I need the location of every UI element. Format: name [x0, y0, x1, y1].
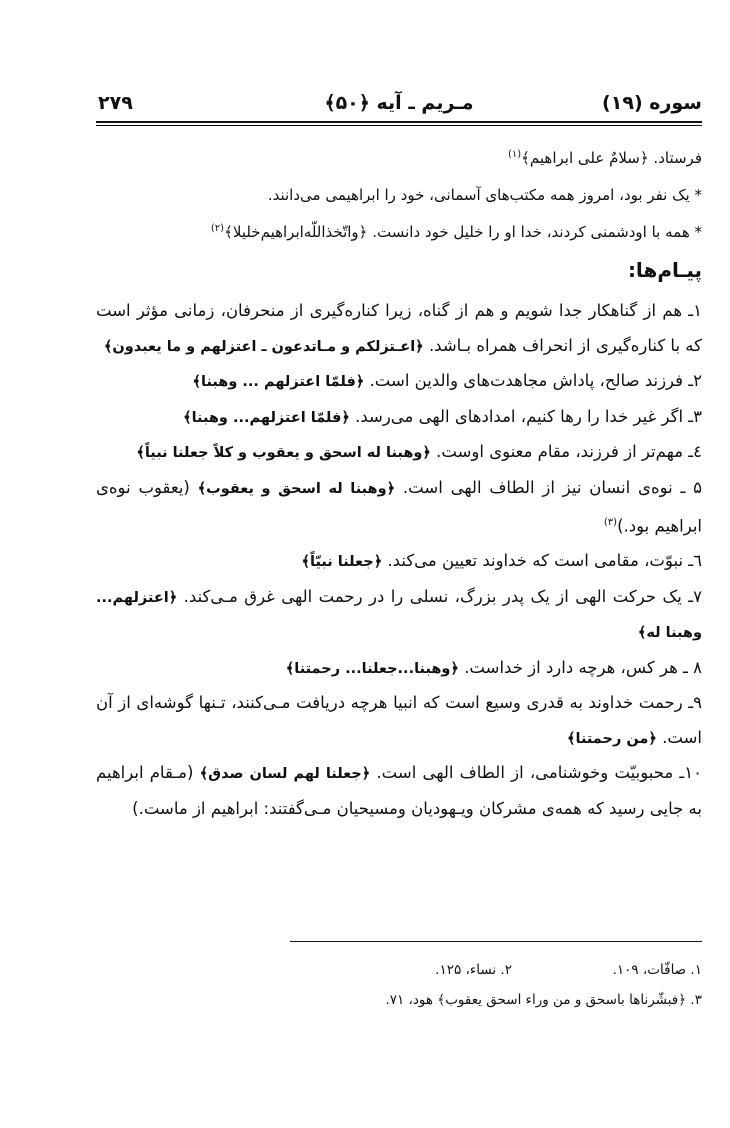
message-item: ۱ـ هم از گناهکار جدا شویم و هم از گناه، زیرا کناره‌گیری از منحرفان، زمانی مؤثر است که با کناره‌گیری از انحراف همراه بـاشد. ﴿اعـتزلکم و مـاتدعون ـ اعتزلهم و ما یعبدون﴾ [96, 301, 702, 355]
header-title: مـریم ـ آیه ﴿۵۰﴾ [324, 92, 474, 114]
header-rule-thin [96, 125, 702, 126]
message-item: ٦ـ نبوّت، مقامی است که خداوند تعیین می‌کند. ﴿جعلنا نبیّاً﴾ [301, 551, 702, 570]
intro-line: * همه با اودشمنی کردند، خدا او را خلیل خود دانست. ﴿واتّخذاللّه‌ابراهیم‌خلیلا﴾$^{(۲)}$ [210, 223, 702, 241]
header-rule [96, 121, 702, 123]
section-title: پیـام‌ها: [627, 258, 702, 282]
footnote-rule [290, 941, 702, 942]
footnote-2: ۲. نساء، ۱۲۵. [435, 962, 512, 978]
intro-block [150, 138, 702, 249]
page-header [96, 92, 702, 122]
message-item: ۷ـ یک حرکت الهی از یک پدر بزرگ، نسلی را در رحمت الهی غرق مـی‌کند. ﴿اعتزلهم... وهبنا له﴾ [96, 586, 702, 641]
messages-list [96, 294, 702, 826]
footnote-3: ۳. ﴿فبشّرناها باسحق و من وراء اسحق یعقوب﴾ هود، ۷۱. [385, 992, 702, 1008]
page-number: ۲۷۹ [98, 92, 133, 114]
message-item: ۵ ـ نوه‌ی انسان نیز از الطاف الهی است. ﴿وهبنا له اسحق و یعقوب﴾ (یعقوب نوه‌ی ابراهیم بود.)$^{(۳)}$ [96, 477, 703, 536]
message-item: ۹ـ رحمت خداوند به قدری وسیع است که انبیا هرچه دریافت مـی‌کنند، تـنها گوشه‌ای از آن است. ﴿من رحمتنا﴾ [96, 693, 702, 747]
footnotes [150, 955, 702, 1015]
intro-line: فرستاد. ﴿سلامٌ علی ابراهیم﴾$^{(۱)}$ [507, 149, 702, 167]
message-item: ۸ ـ هر کس، هرچه دارد از خداست. ﴿وهبنا...جعلنا... رحمتنا﴾ [285, 657, 702, 677]
message-item: ۳ـ اگر غیر خدا را رها کنیم، امدادهای الهی می‌رسد. ﴿فلمّا اعتزلهم... وهبنا﴾ [183, 406, 702, 426]
message-item: ۱۰ـ محبوبیّت وخوشنامی، از الطاف الهی است. ﴿جعلنا لهم لسان صدق﴾ (مـقام ابراهیم به جایی رسید که همه‌ی مشرکان ویـهودیان ومسیحیان مـی‌گفتند: ابراهیم از ماست.) [96, 763, 702, 818]
message-item: ۲ـ فرزند صالح، پاداش مجاهدت‌های والدین است. ﴿فلمّا اعتزلهم ... وهبنا﴾ [192, 371, 702, 390]
footnote-1: ۱. صافّات، ۱۰۹. [612, 962, 702, 978]
message-item: ٤ـ مهم‌تر از فرزند، مقام معنوی اوست. ﴿وهبنا له اسحق و یعقوب و کلاً جعلنا نبیاً﴾ [136, 442, 702, 461]
surah-label: سوره (۱۹) [602, 92, 702, 114]
intro-line: * یک نفر بود، امروز همه مکتب‌های آسمانی، خود را ابراهیمی می‌دانند. [267, 186, 702, 204]
